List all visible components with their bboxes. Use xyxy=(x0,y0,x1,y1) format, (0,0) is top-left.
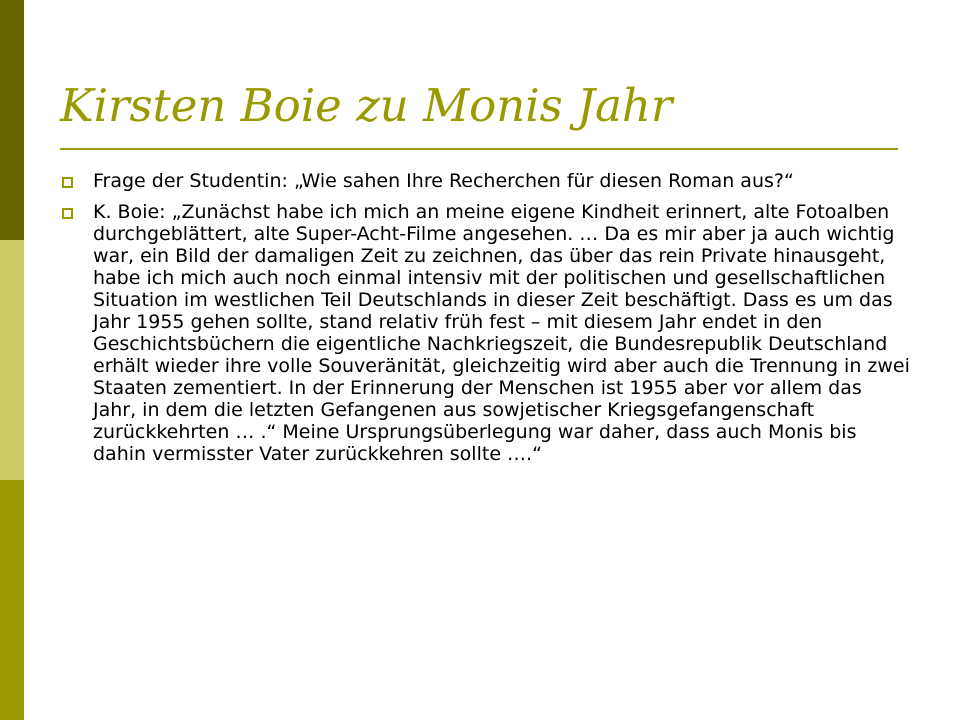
bullet-item xyxy=(60,201,910,465)
sidebar-band-bottom xyxy=(0,480,24,720)
sidebar-band-middle xyxy=(0,240,24,480)
bullet-item xyxy=(60,170,910,192)
sidebar-accent-bar xyxy=(0,0,24,720)
bullet-list xyxy=(60,170,910,474)
square-bullet-icon xyxy=(62,208,73,219)
bullet-text-answer: K. Boie: „Zunächst habe ich mich an meine eigene Kindheit erinnert, alte Fotoalben durchgeblättert, alte Super-Acht-Filme angesehen. … Da es mir aber ja auch wichtig war, ein Bild der damaligen Zeit zu zeichnen, das über das rein Private hinausgeht, habe ich mich auch noch einmal intensiv mit der politischen und gesellschaftlichen Situation im westlichen Teil Deutschlands in dieser Zeit beschäftigt. Dass es um das Jahr 1955 gehen sollte, stand relativ früh fest – mit diesem Jahr endet in den Geschichtsbüchern die eigentliche Nachkriegszeit, die Bundesrepublik Deutschland erhält wieder ihre volle Souveränität, gleichzeitig wird aber auch die Trennung in zwei Staaten zementiert. In der Erinnerung der Menschen ist 1955 aber vor allem das Jahr, in dem die letzten Gefangenen aus sowjetischer Kriegsgefangenschaft zurückkehrten … .“ Meine Ursprungsüberlegung war daher, dass auch Monis bis dahin vermisster Vater zurückkehren sollte ….“ xyxy=(93,201,910,465)
square-bullet-icon xyxy=(62,177,73,188)
title-underline xyxy=(60,148,898,150)
sidebar-band-top xyxy=(0,0,24,240)
bullet-text-question: Frage der Studentin: „Wie sahen Ihre Recherchen für diesen Roman aus?“ xyxy=(93,170,794,192)
slide-title: Kirsten Boie zu Monis Jahr xyxy=(60,79,673,132)
